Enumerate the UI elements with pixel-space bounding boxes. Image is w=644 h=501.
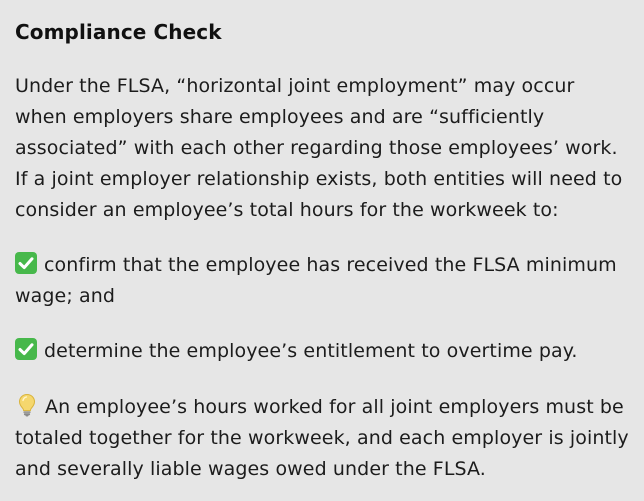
checklist-item <box>15 336 630 367</box>
card-title: Compliance Check <box>15 20 222 44</box>
lightbulb-icon <box>17 393 37 417</box>
check-mark-icon <box>15 338 37 360</box>
checklist-item-text: determine the employee’s entitlement to overtime pay. <box>44 340 578 362</box>
intro-paragraph: Under the FLSA, “horizontal joint employment” may occur when employers share employees and are “sufficiently associated” with each other regarding those employees’ work. If a joint employer relationship exists, both entities will need to consider an employee’s total hours for the workweek to: <box>15 75 623 221</box>
check-mark-icon <box>15 252 37 274</box>
checklist-item-text: confirm that the employee has received the FLSA minimum wage; and <box>15 254 617 307</box>
tip-text: An employee’s hours worked for all joint employers must be totaled together for the workweek, and each employer is jointly and severally liable wages owed under the FLSA. <box>15 396 629 480</box>
tip-paragraph <box>15 392 630 485</box>
checklist-item <box>15 250 630 312</box>
